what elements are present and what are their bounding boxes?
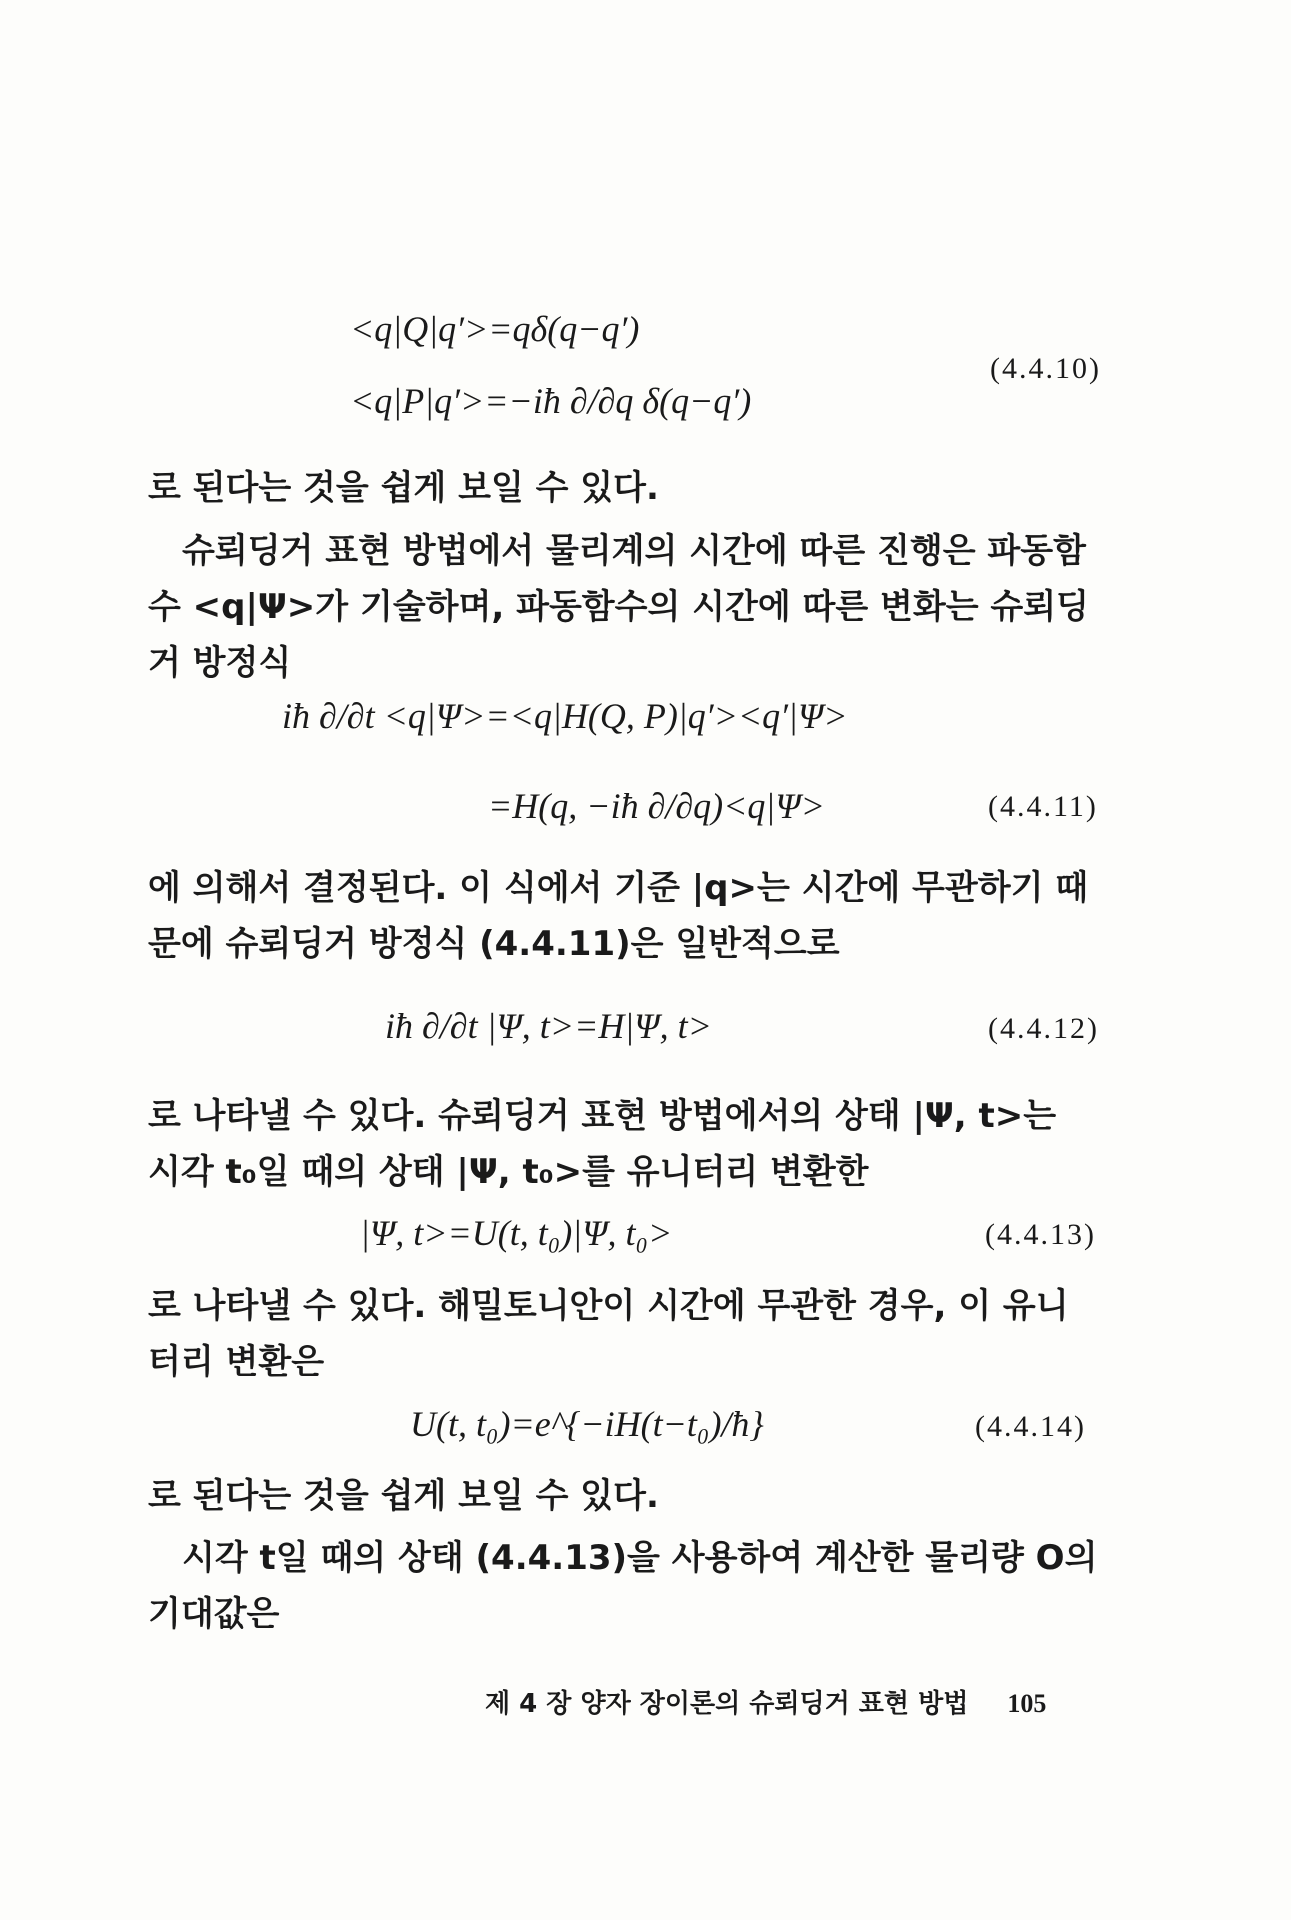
equation-4-4-14: U(t, t₀)=e^{−iH(t−t₀)/ħ} (410, 1404, 764, 1444)
paragraph-4 (148, 1088, 1133, 1200)
paragraph-6 (148, 1468, 1133, 1524)
chapter-title: 제 4 장 양자 장이론의 슈뢰딩거 표현 방법 (485, 1689, 969, 1719)
equation-4-4-10-line1: <q|Q|q′>=qδ(q−q′) (350, 309, 640, 349)
page-footer (485, 1683, 1046, 1720)
page-number: 105 (1007, 1689, 1047, 1718)
paragraph-line: 로 된다는 것을 쉽게 보일 수 있다. (148, 468, 659, 508)
paragraph-line: 시각 t일 때의 상태 (4.4.13)을 사용하여 계산한 물리량 O의 (182, 1538, 1098, 1578)
equation-number-4-4-11: (4.4.11) (988, 790, 1098, 823)
paragraph-2 (148, 523, 1133, 691)
equation-4-4-10-line2: <q|P|q′>=−iħ ∂/∂q δ(q−q′) (350, 381, 752, 421)
equation-4-4-12: iħ ∂/∂t |Ψ, t>=H|Ψ, t> (385, 1006, 712, 1046)
paragraph-line: 기대값은 (148, 1594, 280, 1634)
paragraph-5 (148, 1278, 1133, 1390)
paragraph-line: 거 방정식 (148, 643, 292, 683)
paragraph-7 (148, 1530, 1133, 1642)
paragraph-line: 수 <q|Ψ>가 기술하며, 파동함수의 시간에 따른 변화는 슈뢰딩 (148, 587, 1089, 627)
paragraph-line: 로 된다는 것을 쉽게 보일 수 있다. (148, 1476, 659, 1516)
paragraph-line: 시각 t₀일 때의 상태 |Ψ, t₀>를 유니터리 변환한 (148, 1152, 869, 1192)
equation-4-4-11-line1: iħ ∂/∂t <q|Ψ>=<q|H(Q, P)|q′><q′|Ψ> (282, 696, 848, 736)
equation-4-4-13: |Ψ, t>=U(t, t₀)|Ψ, t₀> (360, 1213, 673, 1253)
equation-number-4-4-12: (4.4.12) (988, 1012, 1099, 1045)
paragraph-line: 슈뢰딩거 표현 방법에서 물리계의 시간에 따른 진행은 파동함 (182, 531, 1086, 571)
paragraph-line: 로 나타낼 수 있다. 해밀토니안이 시간에 무관한 경우, 이 유니 (148, 1286, 1069, 1326)
paragraph-1 (148, 460, 1133, 516)
paragraph-line: 로 나타낼 수 있다. 슈뢰딩거 표현 방법에서의 상태 |Ψ, t>는 (148, 1096, 1057, 1136)
paragraph-line: 터리 변환은 (148, 1342, 325, 1382)
equation-4-4-11-line2: =H(q, −iħ ∂/∂q)<q|Ψ> (488, 786, 825, 826)
equation-number-4-4-13: (4.4.13) (985, 1218, 1096, 1251)
paragraph-3 (148, 860, 1133, 972)
equation-number-4-4-14: (4.4.14) (975, 1410, 1086, 1443)
paragraph-line: 에 의해서 결정된다. 이 식에서 기준 |q>는 시간에 무관하기 때 (148, 868, 1089, 908)
paragraph-line: 문에 슈뢰딩거 방정식 (4.4.11)은 일반적으로 (148, 924, 840, 964)
equation-number-4-4-10: (4.4.10) (990, 352, 1101, 385)
